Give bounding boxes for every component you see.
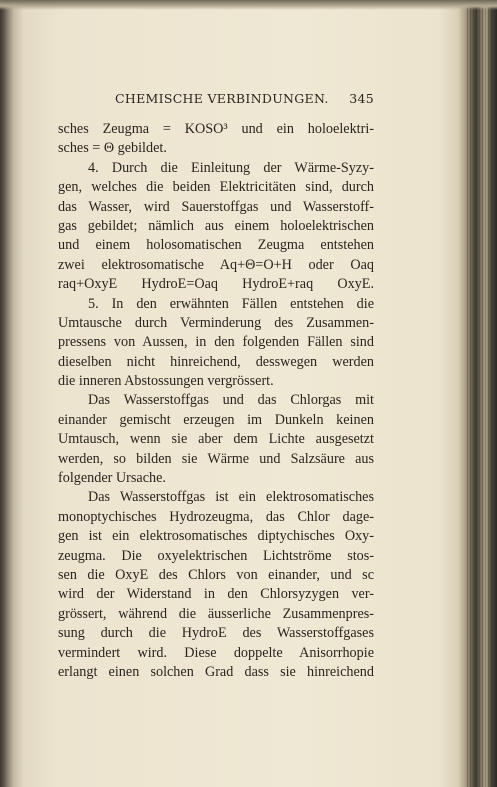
text-line: raq+OxyE HydroE=Oaq HydroE+raq OxyE. [58, 276, 374, 293]
text-line: sen die OxyE des Chlors von einander, und sc [58, 566, 374, 583]
text-line: gen, welches die beiden Elektricitäten sind, durch [58, 179, 374, 196]
text-line: zeugma. Die oxyelektrischen Lichtströme stos- [58, 547, 374, 564]
text-line: zwei elektrosomatische Aq+Θ=O+H oder Oaq [58, 256, 374, 273]
text-line: gen ist ein elektrosomatisches diptychisches Oxy- [58, 528, 374, 545]
text-line: erlangt einen solchen Grad dass sie hinreichend [58, 663, 374, 680]
text-line: dieselben nicht hinreichend, desswegen werden [58, 353, 374, 370]
text-line: gas gebildet; nämlich aus einem holoelektrischen [58, 217, 374, 234]
text-line: monoptychisches Hydrozeugma, das Chlor dage- [58, 508, 374, 525]
text-line: und einem holosomatischen Zeugma entstehen [58, 237, 374, 254]
text-line: Das Wasserstoffgas und das Chlorgas mit [88, 392, 374, 409]
text-line: pressens von Aussen, in den folgenden Fällen sind [58, 334, 374, 351]
text-line: sches = Θ gebildet. [58, 140, 167, 157]
text-line: Das Wasserstoffgas ist ein elektrosomatisches [88, 489, 374, 506]
body-text [58, 120, 374, 682]
text-line: grössert, während die äusserliche Zusammenpres- [58, 605, 374, 622]
text-line: die inneren Abstossungen vergrössert. [58, 373, 274, 390]
text-line: sung durch die HydroE des Wasserstoffgases [58, 625, 374, 642]
text-line: werden, so bilden sie Wärme und Salzsäure aus [58, 450, 374, 467]
text-line: wird der Widerstand in den Chlorsyzygen ver- [58, 586, 374, 603]
text-line: einander gemischt erzeugen im Dunkeln keinen [58, 411, 374, 428]
text-line: sches Zeugma = KOSO³ und ein holoelektri- [58, 121, 374, 137]
text-line: Umtausche durch Verminderung des Zusammen- [58, 314, 374, 331]
page-number: 345 [349, 91, 374, 106]
text-line: folgender Ursache. [58, 470, 166, 487]
text-line: 5. In den erwähnten Fällen entstehen die [88, 295, 374, 312]
text-line: 4. Durch die Einleitung der Wärme-Syzy- [88, 159, 374, 176]
text-line: Umtausch, wenn sie aber dem Lichte ausgesetzt [58, 431, 374, 448]
text-line: vermindert wird. Diese doppelte Anisorrhopie [58, 644, 374, 661]
running-title: CHEMISCHE VERBINDUNGEN. [115, 91, 329, 106]
text-line: das Wasser, wird Sauerstoffgas und Wasserstoff- [58, 198, 374, 215]
